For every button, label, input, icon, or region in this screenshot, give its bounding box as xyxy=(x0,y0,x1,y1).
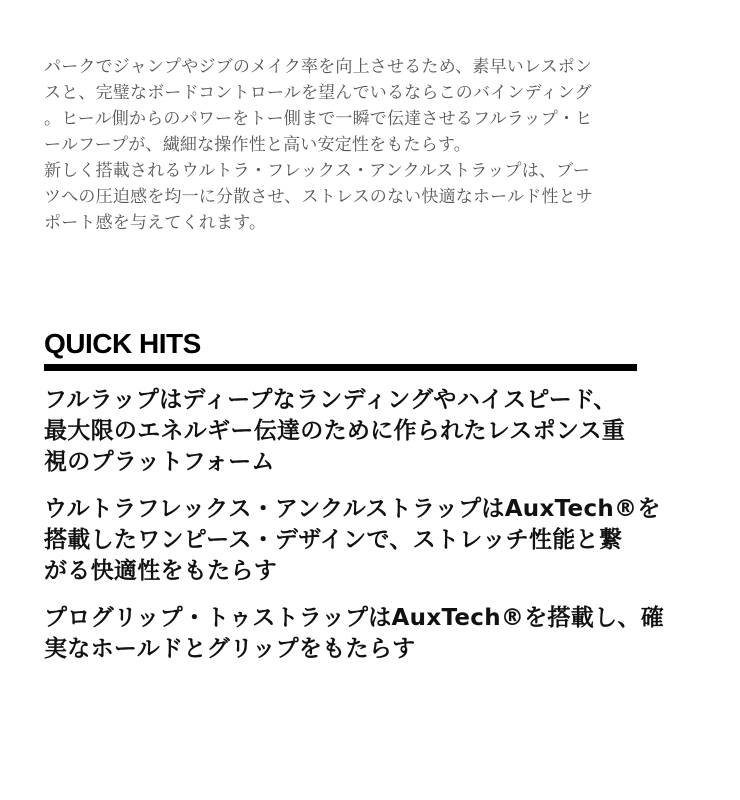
description-paragraph: 新しく搭載されるウルトラ・フレックス・アンクルストラップは、ブー ツへの圧迫感を均一に分散させ、ストレスのない快適なホールド性とサ ポート感を与えてくれます。 xyxy=(44,161,594,233)
quick-hits-title: QUICK HITS xyxy=(44,328,201,359)
quick-hit-line: 搭載したワンピース・デザインで、ストレッチ性能と繋 xyxy=(44,527,623,553)
quick-hit-item xyxy=(44,603,704,665)
quick-hits-section xyxy=(44,326,704,681)
quick-hit-line: プログリップ・トゥストラップはAuxTech®を搭載し、確 xyxy=(44,605,664,631)
quick-hit-item xyxy=(44,494,704,587)
quick-hit-line: がる快適性をもたらす xyxy=(44,558,277,584)
quick-hit-line: ウルトラフレックス・アンクルストラップはAuxTech®を xyxy=(44,496,661,522)
quick-hit-line: 実なホールドとグリップをもたらす xyxy=(44,636,416,662)
title-underline-divider xyxy=(44,364,637,371)
quick-hit-line: 視のプラットフォーム xyxy=(44,449,275,475)
quick-hit-line: フルラップはディープなランディングやハイスピード、 xyxy=(44,387,617,413)
description-paragraph: パークでジャンプやジブのメイク率を向上させるため、素早いレスポン スと、完璧なボードコントロールを望んでいるならこのバインディング 。ヒール側からのパワーをトー側まで一瞬で伝達させるフルラップ・ヒ ールフープが、繊細な操作性と高い安定性をもたらす。 xyxy=(44,57,593,155)
quick-hit-line: 最大限のエネルギー伝達のために作られたレスポンス重 xyxy=(44,418,626,444)
product-description xyxy=(44,54,704,236)
quick-hit-item xyxy=(44,385,704,478)
